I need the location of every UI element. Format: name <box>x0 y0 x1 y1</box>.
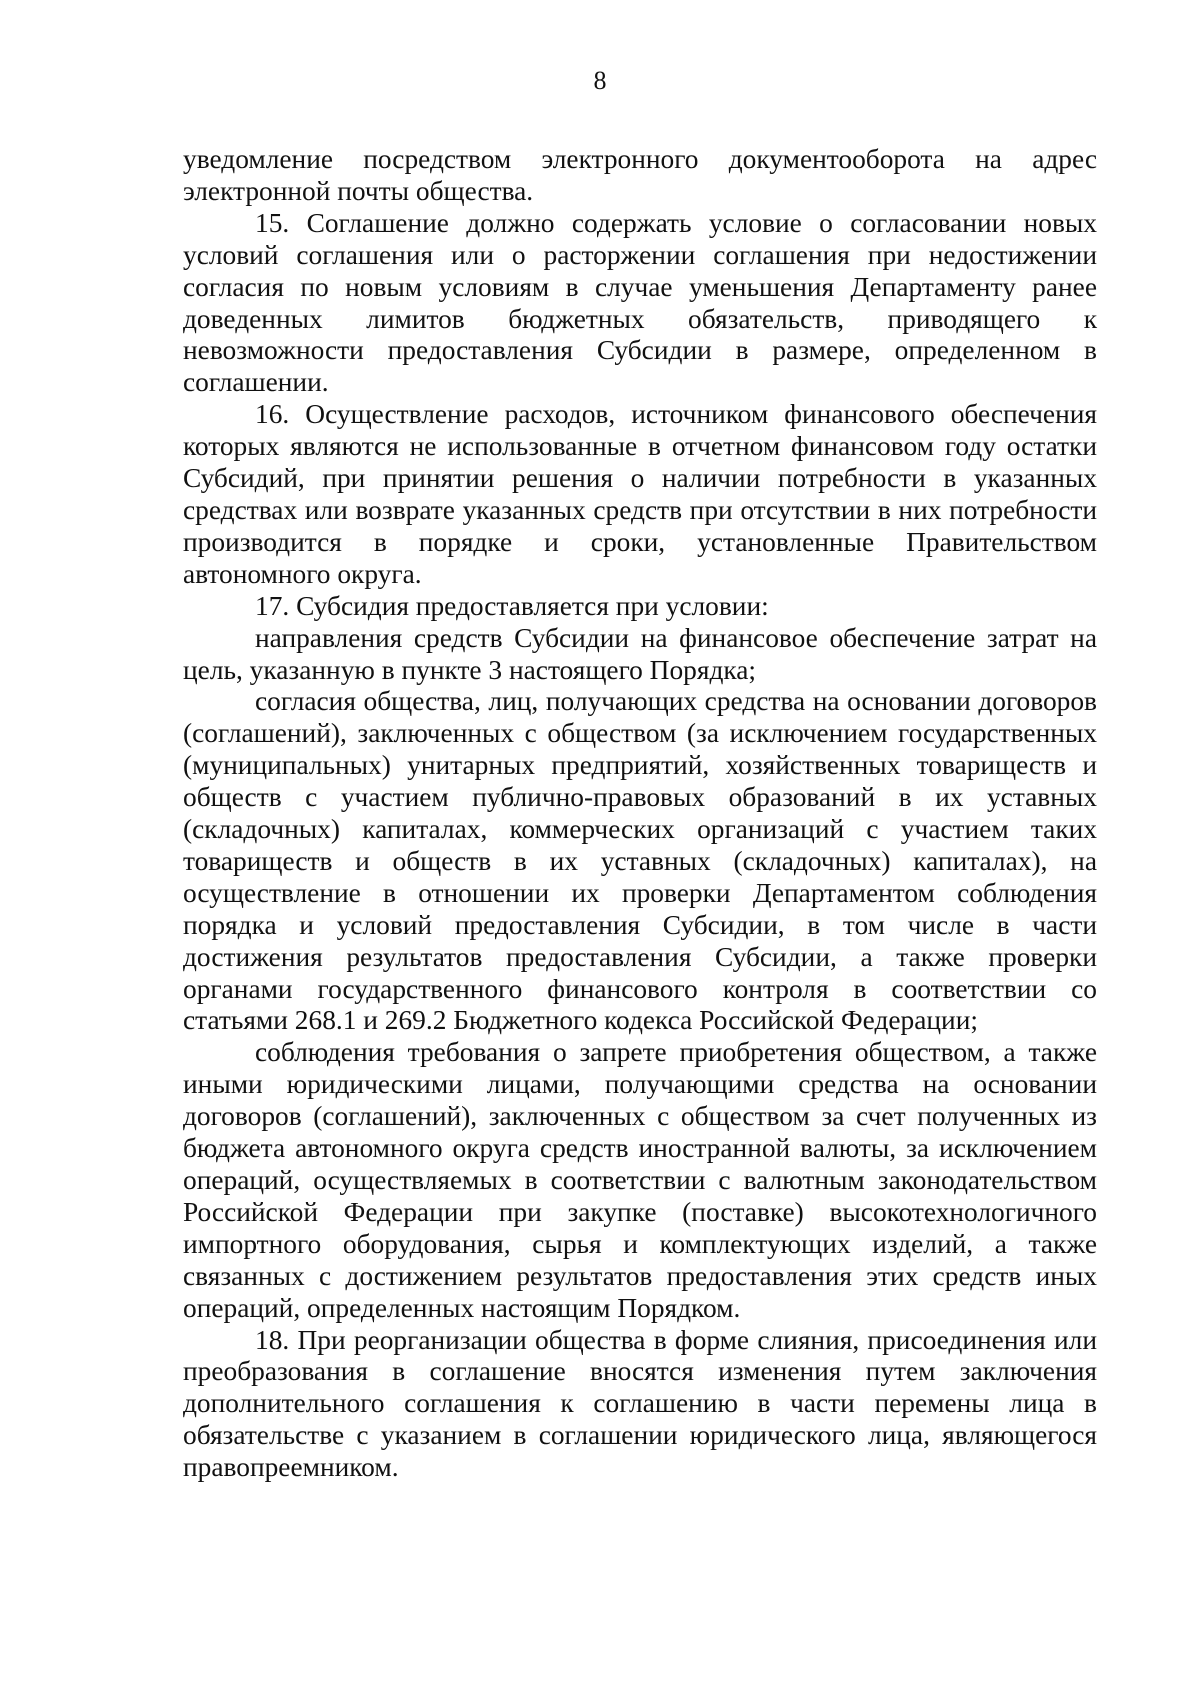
paragraph-item-17: 17. Субсидия предоставляется при условии: <box>255 590 769 621</box>
paragraph-condition-currency: соблюдения требования о запрете приобретения обществом, а также иными юридическими лицами, получающими средства на основании договоров (соглашений), заключенных с обществом за счет полученных из бюджета автономного округа средств иностранной валюты, за исключением операций, осуществляемых в соответствии с валютным законодательством Российской Федерации при закупке (поставке) высокотехнологичного импортного оборудования, сырья и комплектующих изделий, а также связанных с достижением результатов предоставления этих средств иных операций, определенных настоящим Порядком. <box>183 1037 1097 1323</box>
page-number: 8 <box>593 66 607 95</box>
paragraph-condition-direction: направления средств Субсидии на финансовое обеспечение затрат на цель, указанную в пункте 3 настоящего Порядка; <box>183 622 1097 685</box>
paragraph-item-18: 18. При реорганизации общества в форме слияния, присоединения или преобразования в соглашение вносятся изменения путем заключения дополнительного соглашения к соглашению в части перемены лица в обязательстве с указанием в соглашении юридического лица, являющегося правопреемником. <box>183 1324 1097 1483</box>
paragraph-item-16: 16. Осуществление расходов, источником финансового обеспечения которых являются не использованные в отчетном финансовом году остатки Субсидий, при принятии решения о наличии потребности в указанных средствах или возврате указанных средств при отсутствии в них потребности производится в порядке и сроки, установленные Правительством автономного округа. <box>183 399 1097 589</box>
paragraph-item-15: 15. Соглашение должно содержать условие о согласовании новых условий соглашения или о расторжении соглашения при недостижении согласия по новым условиям в случае уменьшения Департаменту ранее доведенных лимитов бюджетных обязательств, приводящего к невозможности предоставления Субсидии в размере, определенном в соглашении. <box>183 207 1097 398</box>
paragraph-continuation: уведомление посредством электронного документооборота на адрес электронной почты общества. <box>183 144 1097 206</box>
document-body <box>183 144 1097 1484</box>
paragraph-condition-consent: согласия общества, лиц, получающих средства на основании договоров (соглашений), заключенных с обществом (за исключением государственных (муниципальных) унитарных предприятий, хозяйственных товариществ и обществ с участием публично-правовых образований в их уставных (складочных) капиталах, коммерческих организаций с участием таких товариществ и обществ в их уставных (складочных) капиталах), на осуществление в отношении их проверки Департаментом соблюдения порядка и условий предоставления Субсидии, в том числе в части достижения результатов предоставления Субсидии, а также проверки органами государственного финансового контроля в соответствии со статьями 268.1 и 269.2 Бюджетного кодекса Российской Федерации; <box>183 686 1097 1036</box>
